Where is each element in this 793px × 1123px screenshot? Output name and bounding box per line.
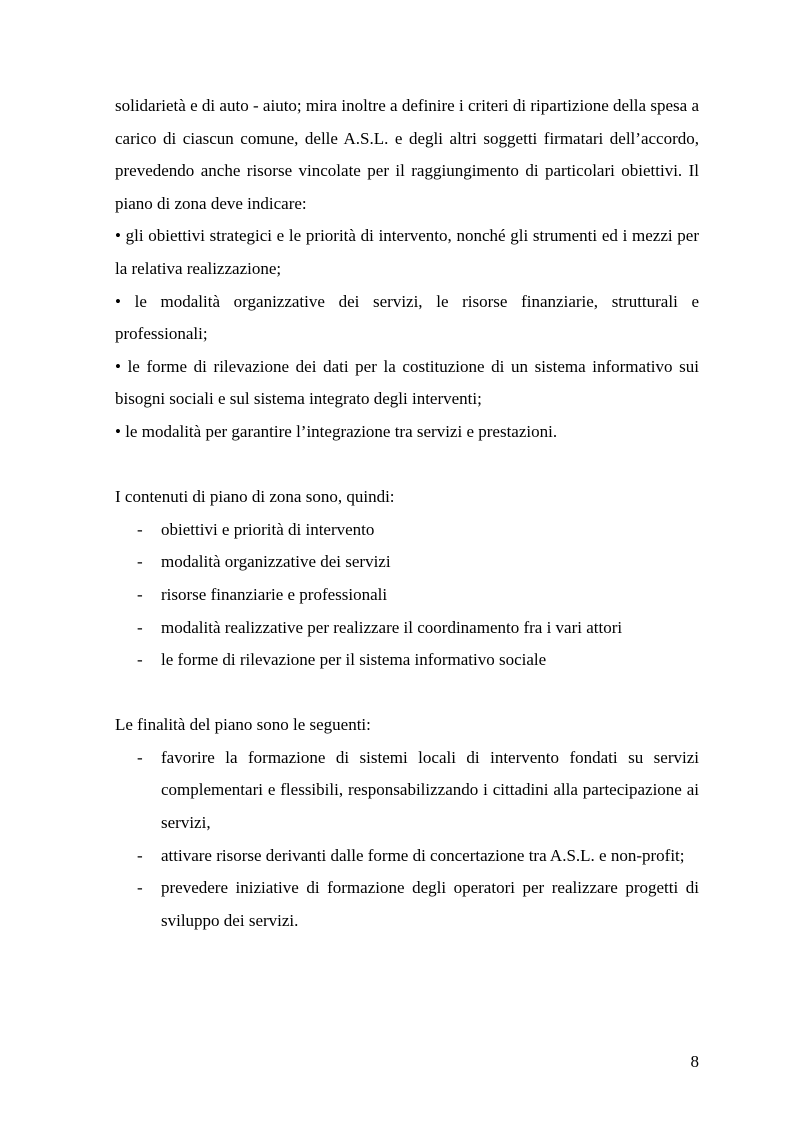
list-item-text: obiettivi e priorità di intervento [161,519,375,539]
paragraph-spacer [115,677,699,710]
bullet-item: • le forme di rilevazione dei dati per la costituzione di un sistema informativo sui bisogni sociali e sul sistema integrato degli interventi; [115,356,699,409]
list-item-text: favorire la formazione di sistemi locali di intervento fondati su servizi complementari e flessibili, responsabilizzando i cittadini alla partecipazione ai servizi, [161,747,699,833]
page-number: 8 [690,1052,699,1071]
document-page [115,90,699,937]
dash-marker: - [137,650,143,670]
list-item-text: le forme di rilevazione per il sistema informativo sociale [161,650,547,670]
list-item-text: attivare risorse derivanti dalle forme di concertazione tra A.S.L. e non-profit; [161,845,685,865]
bullet-item: • le modalità per garantire l’integrazione tra servizi e prestazioni. [115,421,558,441]
dash-marker: - [137,845,143,865]
list-item-text: prevedere iniziative di formazione degli operatori per realizzare progetti di sviluppo dei servizi. [161,878,699,930]
list-item [115,742,699,840]
bullet-item: • gli obiettivi strategici e le priorità di intervento, nonché gli strumenti ed i mezzi per la relativa realizzazione; [115,226,699,278]
list-item [115,546,699,579]
list-item [115,644,699,677]
bullet-item: • le modalità organizzative dei servizi, le risorse finanziarie, strutturali e professionali; [115,291,699,344]
dash-marker: - [137,584,143,604]
intro-paragraph: solidarietà e di auto - aiuto; mira inoltre a definire i criteri di ripartizione della spesa a carico di ciascun comune, delle A.S.L. e degli altri soggetti firmatari dell’accordo, prevedendo anche risorse vincolate per il raggiungimento di particolari obiettivi. Il piano di zona deve indicare: [115,96,699,213]
list-item [115,514,699,547]
dash-marker: - [137,747,143,767]
finalities-lead: Le finalità del piano sono le seguenti: [115,715,371,735]
list-item [115,872,699,937]
dash-marker: - [137,519,143,539]
contents-lead: I contenuti di piano di zona sono, quindi: [115,487,395,507]
dash-marker: - [137,552,143,572]
list-item-text: modalità organizzative dei servizi [161,552,391,572]
dash-marker: - [137,617,143,637]
list-item-text: modalità realizzative per realizzare il coordinamento fra i vari attori [161,617,623,637]
dash-marker: - [137,878,143,898]
list-item [115,612,699,645]
list-item [115,840,699,873]
list-item-text: risorse finanziarie e professionali [161,584,388,604]
paragraph-spacer [115,449,699,482]
contents-list [115,514,699,677]
list-item [115,579,699,612]
finalities-list [115,742,699,938]
